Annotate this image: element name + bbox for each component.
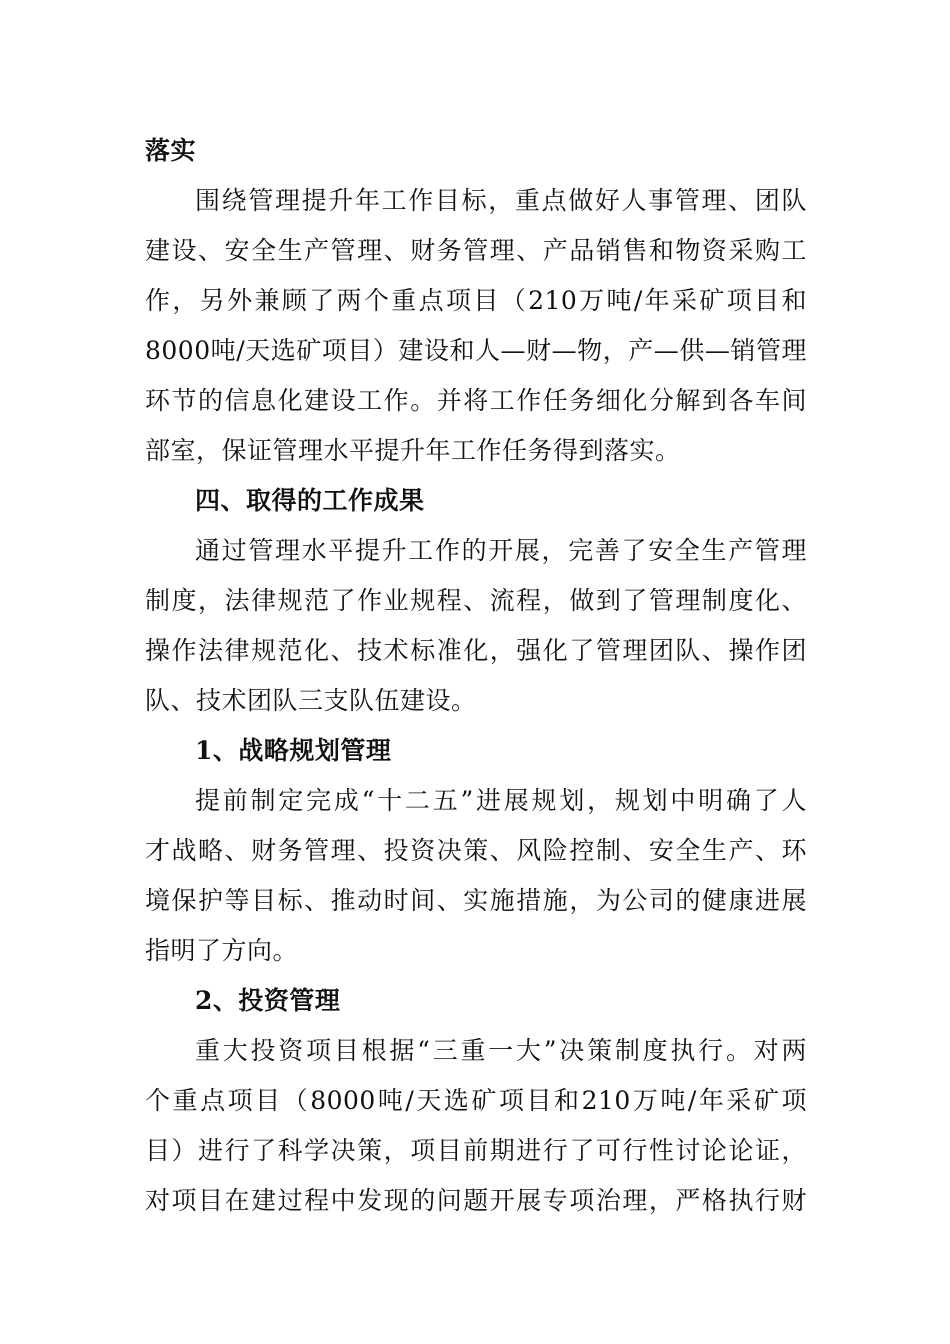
text-line: 作，另外兼顾了两个重点项目（210万吨/年采矿项目和 [145,286,807,315]
heading-luoshi [145,126,807,176]
text-line: 环节的信息化建设工作。并将工作任务细化分解到各车间 [145,386,807,415]
paragraph-investment-management [145,1026,807,1226]
text-line: 重大投资项目根据“三重一大”决策制度执行。对两 [195,1036,807,1065]
text-line: 1、战略规划管理 [195,736,392,765]
paragraph-strategy-planning [145,776,807,976]
text-line: 8000吨/天选矿项目）建设和人—财—物，产—供—销管理 [145,336,807,365]
text-line: 操作法律规范化、技术标准化，强化了管理团队、操作团 [145,636,807,665]
text-line: 通过管理水平提升工作的开展，完善了安全生产管理 [195,536,807,565]
text-line: 目）进行了科学决策，项目前期进行了可行性讨论论证， [145,1136,807,1165]
heading-achievements [145,476,807,526]
text-line: 指明了方向。 [145,936,299,965]
text-line: 建设、安全生产管理、财务管理、产品销售和物资采购工 [145,236,807,265]
text-line: 境保护等目标、推动时间、实施措施，为公司的健康进展 [145,886,807,915]
text-line: 提前制定完成“十二五”进展规划，规划中明确了人 [195,786,807,815]
text-line: 四、取得的工作成果 [195,486,425,515]
text-line: 围绕管理提升年工作目标，重点做好人事管理、团队 [195,186,807,215]
text-line: 2、投资管理 [195,986,341,1015]
text-line: 对项目在建过程中发现的问题开展专项治理，严格执行财 [145,1186,807,1215]
text-line: 才战略、财务管理、投资决策、风险控制、安全生产、环 [145,836,807,865]
text-line: 落实 [145,136,197,165]
text-line: 队、技术团队三支队伍建设。 [145,686,477,715]
text-line: 部室，保证管理水平提升年工作任务得到落实。 [145,436,681,465]
paragraph-achievements [145,526,807,726]
paragraph-management-goals [145,176,807,476]
document-page [145,126,807,1226]
text-line: 个重点项目（8000吨/天选矿项目和210万吨/年采矿项 [145,1086,807,1115]
heading-strategy-planning [145,726,807,776]
heading-investment-management [145,976,807,1026]
text-line: 制度，法律规范了作业规程、流程，做到了管理制度化、 [145,586,807,615]
